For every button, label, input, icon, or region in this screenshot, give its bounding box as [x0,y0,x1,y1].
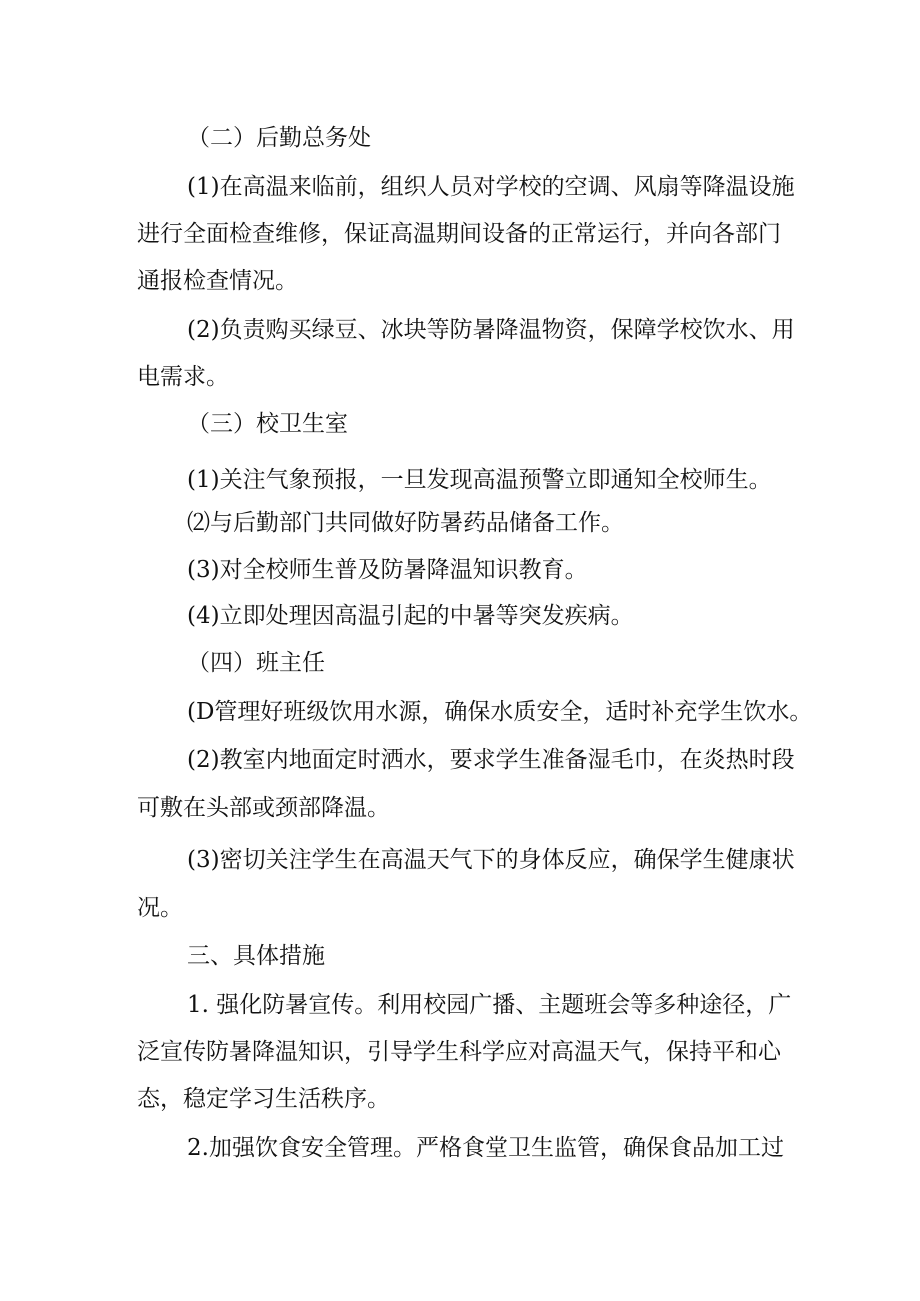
paragraph-line: (3)密切关注学生在高温天气下的身体反应，确保学生健康状 [187,847,795,873]
paragraph-line: 态，稳定学习生活秩序。 [137,1086,390,1112]
paragraph-line: 进行全面检查维修，保证高温期间设备的正常运行，并向各部门 [137,221,781,247]
section-heading-clinic: （三）校卫生室 [187,411,348,437]
paragraph-line: (2)负责购买绿豆、冰块等防暑降温物资，保障学校饮水、用 [187,317,795,343]
paragraph-line: 通报检查情况。 [137,268,298,294]
paragraph-line: (3)对全校师生普及防暑降温知识教育。 [187,557,588,583]
section-heading-measures: 三、具体措施 [187,943,325,969]
paragraph-line: 泛宣传防暑降温知识，引导学生科学应对高温天气，保持平和心 [137,1039,781,1065]
section-heading-logistics: （二）后勤总务处 [187,125,371,151]
section-heading-head-teacher: （四）班主任 [187,650,325,676]
paragraph-line: 况。 [137,895,183,921]
paragraph-line: (1)在高温来临前，组织人员对学校的空调、风扇等降温设施 [187,174,795,200]
paragraph-line: (1)关注气象预报，一旦发现高温预警立即通知全校师生。 [187,467,772,493]
paragraph-line: 电需求。 [137,364,229,390]
paragraph-line: 2.加强饮食安全管理。严格食堂卫生监管，确保食品加工过 [187,1135,784,1161]
paragraph-line: (D管理好班级饮用水源，确保水质安全，适时补充学生饮水。 [187,699,813,725]
paragraph-line: (4)立即处理因高温引起的中暑等突发疾病。 [187,603,634,629]
paragraph-line: ⑵与后勤部门共同做好防暑药品储备工作。 [187,510,624,536]
paragraph-line: 1. 强化防暑宣传。利用校园广播、主题班会等多种途径，广 [187,992,792,1018]
paragraph-line: 可敷在头部或颈部降温。 [137,795,390,821]
paragraph-line: (2)教室内地面定时洒水，要求学生准备湿毛巾，在炎热时段 [187,747,795,773]
